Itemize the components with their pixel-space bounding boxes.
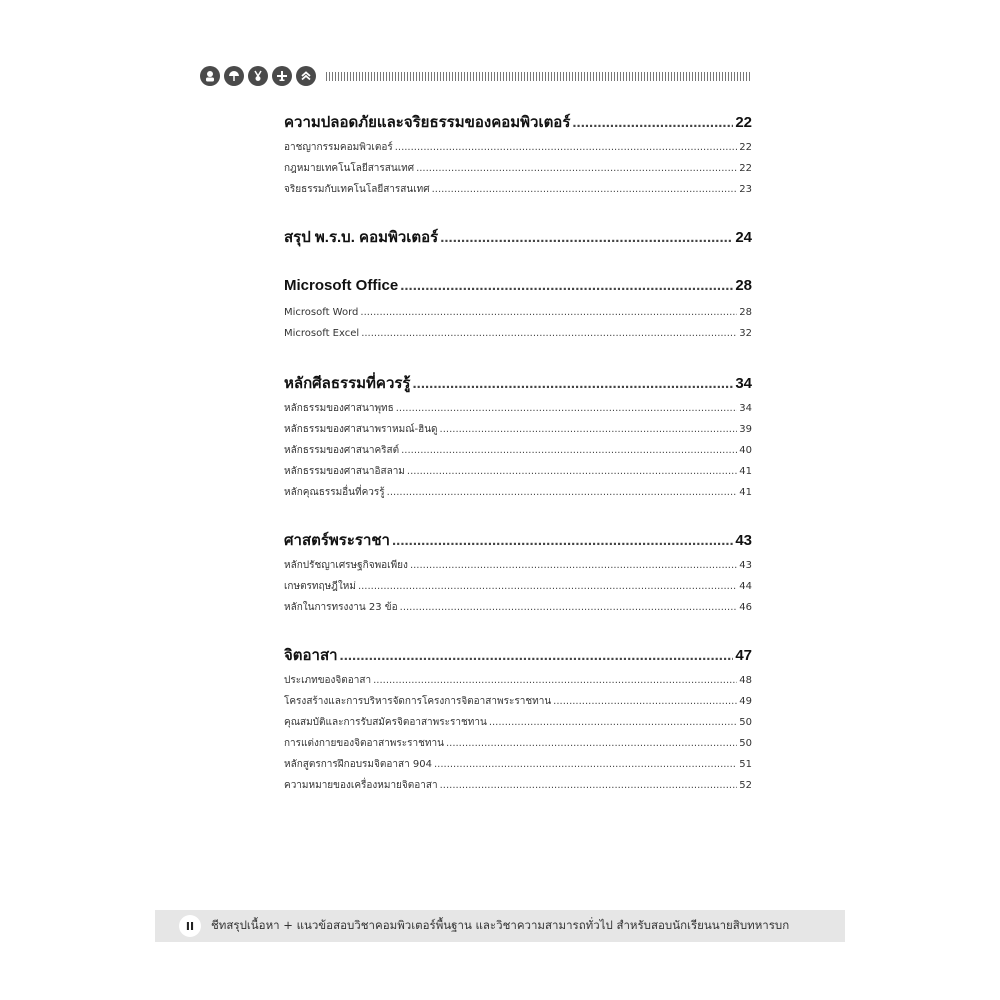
section-page-number: 34 [735,375,752,392]
toc-entry[interactable]: ประเภทของจิตอาสา ..... 48 [284,673,752,694]
page-footer [155,910,845,942]
entry-page-number: 43 [739,560,752,571]
entry-page-number: 28 [739,307,752,318]
toc-entry[interactable]: จริยธรรมกับเทคโนโลยีสารสนเทศ ..... 23 [284,182,752,203]
section-page-number: 28 [735,277,752,294]
toc-entry[interactable]: หลักธรรมของศาสนาคริสต์ ..... 40 [284,443,752,464]
toc-entry[interactable]: หลักในการทรงงาน 23 ข้อ ..... 46 [284,600,752,621]
toc-entry[interactable]: หลักธรรมของศาสนาพุทธ ..... 34 [284,401,752,422]
entry-page-number: 22 [739,142,752,153]
toc-entry[interactable]: กฎหมายเทคโนโลยีสารสนเทศ ..... 22 [284,161,752,182]
entry-page-number: 46 [739,602,752,613]
toc-section-title[interactable]: ศาสตร์พระราชา ..... 43 [284,528,752,558]
toc-entry[interactable]: อาชญากรรมคอมพิวเตอร์ ..... 22 [284,140,752,161]
toc-entry[interactable]: หลักคุณธรรมอื่นที่ควรรู้ ..... 41 [284,485,752,506]
toc-entry[interactable]: Microsoft Word ..... 28 [284,307,752,328]
entry-page-number: 39 [739,424,752,435]
entry-page-number: 50 [739,738,752,749]
toc-entry[interactable]: เกษตรทฤษฎีใหม่ ..... 44 [284,579,752,600]
header-decoration [200,64,752,88]
entry-page-number: 22 [739,163,752,174]
section-page-number: 24 [735,229,752,246]
toc-entry[interactable]: การแต่งกายของจิตอาสาพระราชทาน ..... 50 [284,736,752,757]
table-of-contents [284,110,752,799]
toc-entry[interactable]: Microsoft Excel ..... 32 [284,328,752,349]
entry-page-number: 49 [739,696,752,707]
entry-page-number: 41 [739,487,752,498]
toc-entry[interactable]: หลักปรัชญาเศรษฐกิจพอเพียง ..... 43 [284,558,752,579]
parachute-emblem-icon [224,66,244,86]
soldier-emblem-icon [200,66,220,86]
entry-page-number: 44 [739,581,752,592]
toc-entry[interactable]: โครงสร้างและการบริหารจัดการโครงการจิตอาสาพระราชทาน ..... 49 [284,694,752,715]
toc-entry[interactable]: หลักสูตรการฝึกอบรมจิตอาสา 904 ..... 51 [284,757,752,778]
footer-text: ชีทสรุปเนื้อหา + แนวข้อสอบวิชาคอมพิวเตอร์พื้นฐาน และวิชาความสามารถทั่วไป สำหรับสอบนักเรียนนายสิบทหารบก [211,918,790,932]
toc-section-title[interactable]: สรุป พ.ร.บ. คอมพิวเตอร์ ..... 24 [284,225,752,255]
toc-section-title[interactable]: Microsoft Office ..... 28 [284,277,752,307]
toc-section-title[interactable]: หลักศีลธรรมที่ควรรู้ ..... 34 [284,371,752,401]
toc-entry[interactable]: ความหมายของเครื่องหมายจิตอาสา ..... 52 [284,778,752,799]
section-page-number: 43 [735,532,752,549]
section-page-number: 47 [735,647,752,664]
entry-page-number: 32 [739,328,752,339]
toc-section-title[interactable]: จิตอาสา ..... 47 [284,643,752,673]
entry-page-number: 34 [739,403,752,414]
toc-section-title[interactable]: ความปลอดภัยและจริยธรรมของคอมพิวเตอร์ ..... 22 [284,110,752,140]
chevron-rank-icon [296,66,316,86]
medal-emblem-icon [248,66,268,86]
entry-page-number: 40 [739,445,752,456]
page-number-badge: II [179,915,201,937]
toc-entry[interactable]: หลักธรรมของศาสนาอิสลาม ..... 41 [284,464,752,485]
section-page-number: 22 [735,114,752,131]
entry-page-number: 41 [739,466,752,477]
toc-entry[interactable]: คุณสมบัติและการรับสมัครจิตอาสาพระราชทาน ..... 50 [284,715,752,736]
aircraft-emblem-icon [272,66,292,86]
toc-entry[interactable]: หลักธรรมของศาสนาพราหมณ์-ฮินดู ..... 39 [284,422,752,443]
entry-page-number: 51 [739,759,752,770]
header-hatch-line [326,72,752,81]
entry-page-number: 23 [739,184,752,195]
entry-page-number: 52 [739,780,752,791]
entry-page-number: 50 [739,717,752,728]
entry-page-number: 48 [739,675,752,686]
